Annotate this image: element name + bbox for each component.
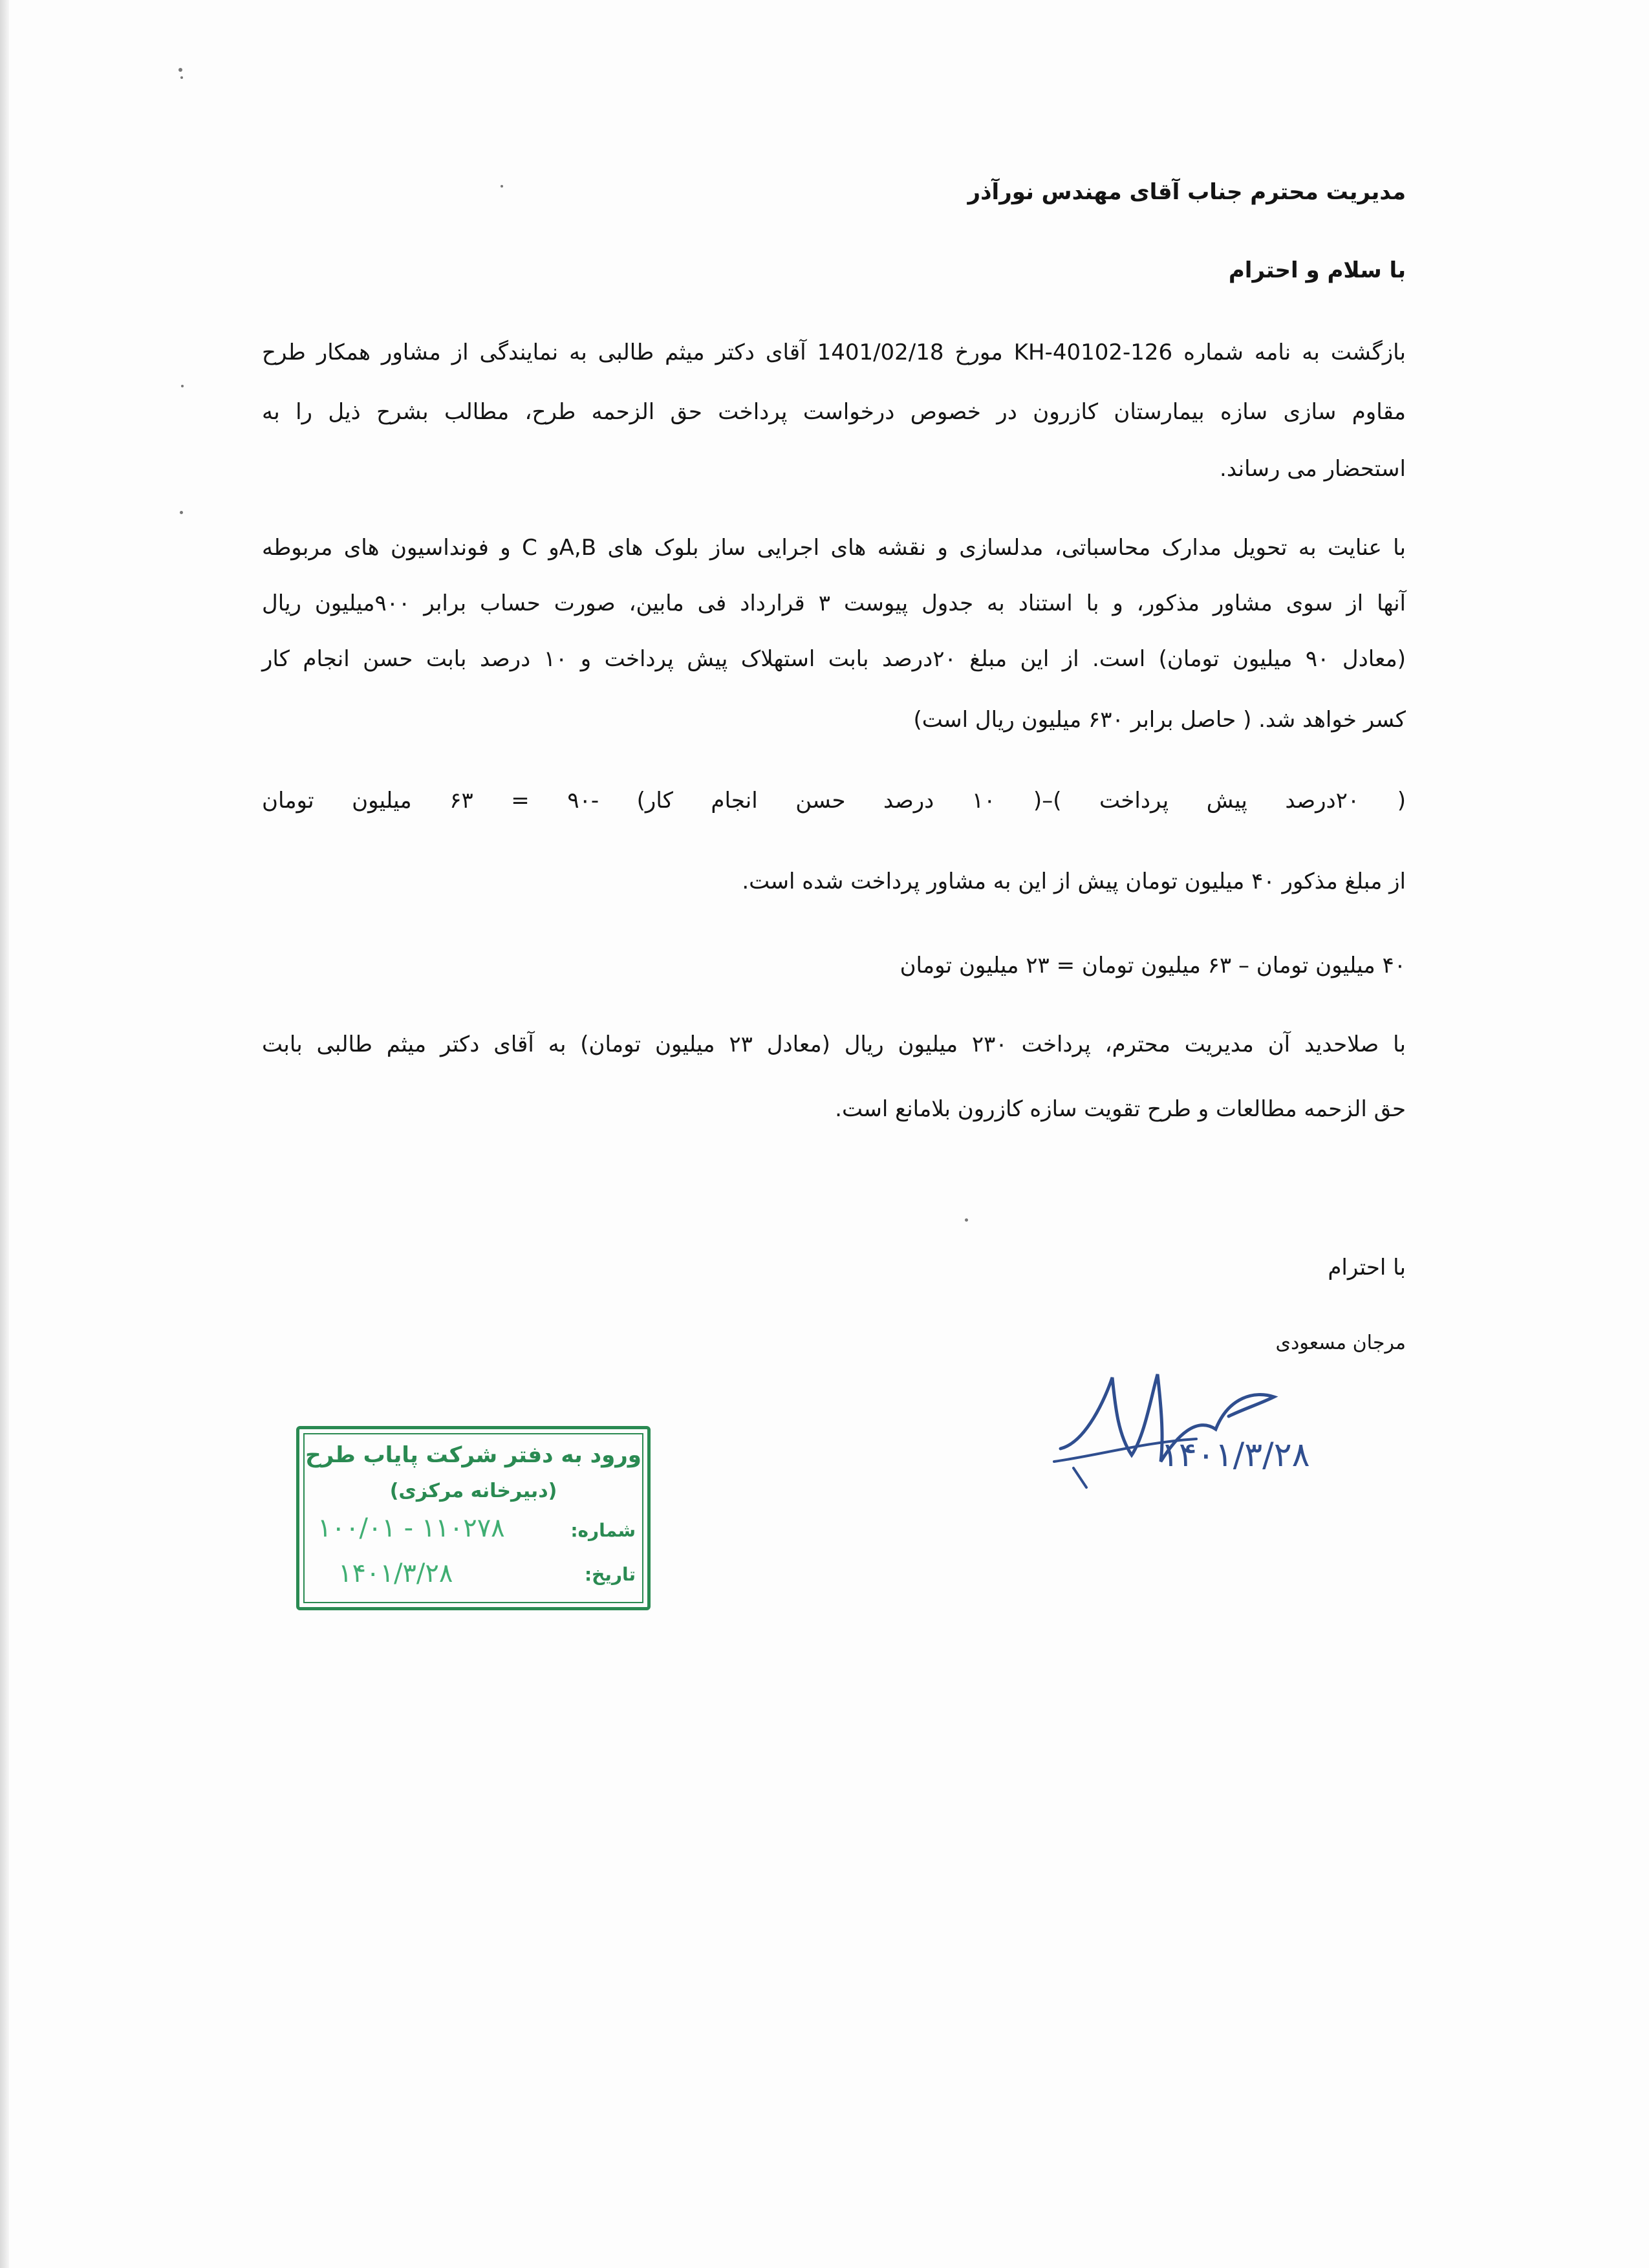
paragraph-2-line-3: (معادل ۹۰ میلیون تومان) است. از این مبلغ ۲۰درصد بابت استهلاک پیش پرداخت و ۱۰ درصد بابت حسن انجام کار <box>262 646 1406 672</box>
handwritten-date: ۱۴۰۱/۳/۲۸ <box>1161 1436 1310 1474</box>
scan-speck <box>180 511 183 514</box>
addressee-line: مدیریت محترم جناب آقای مهندس نورآذر <box>967 179 1406 205</box>
signer-name: مرجان مسعودی <box>1275 1332 1406 1354</box>
greeting-line: با سلام و احترام <box>1228 257 1406 283</box>
stamp-number-value: ۱۰۰/۰۱ - ۱۱۰۲۷۸ <box>318 1513 505 1543</box>
stamp-number-label: شماره: <box>570 1520 636 1541</box>
scan-speck <box>180 76 183 79</box>
paragraph-1-line-1: بازگشت به نامه شماره KH-40102-126 مورخ 1401/02/18 آقای دکتر میثم طالبی به نمایندگی از مشاور همکار طرح <box>262 340 1406 365</box>
paragraph-2-line-4: کسر خواهد شد. ( حاصل برابر ۶۳۰ میلیون ریال است) <box>913 707 1406 733</box>
signature-scribble-icon <box>1048 1358 1345 1500</box>
scan-speck <box>178 68 182 72</box>
calculation-line-1: ( ۲۰درصد پیش پرداخت )–( ۱۰ درصد حسن انجام کار) -۹۰ = ۶۳ میلیون تومان <box>262 788 1406 814</box>
handwritten-signature <box>1048 1358 1345 1500</box>
scan-speck <box>181 385 184 387</box>
stamp-title: ورود به دفتر شرکت پایاب طرح <box>305 1442 641 1468</box>
paragraph-2-line-1: با عنایت به تحویل مدارک محاسباتی، مدلسازی و نقشه های اجرایی ساز بلوک های A,Bو C و فونداسیون های مربوطه <box>262 535 1406 561</box>
paragraph-3-line-2: حق الزحمه مطالعات و طرح تقویت سازه کازرون بلامانع است. <box>835 1096 1406 1122</box>
stamp-date-value: ۱۴۰۱/۳/۲۸ <box>338 1559 453 1588</box>
paragraph-1-line-3: استحضار می رساند. <box>1220 456 1406 482</box>
scan-edge-shadow <box>0 0 9 2268</box>
stamp-subtitle: (دبیرخانه مرکزی) <box>389 1480 557 1502</box>
prepaid-note-line: از مبلغ مذکور ۴۰ میلیون تومان پیش از این به مشاور پرداخت شده است. <box>742 869 1406 894</box>
paragraph-2-line-2: آنها از سوی مشاور مذکور، و با استناد به جدول پیوست ۳ قرارداد فی مابین، صورت حساب برابر ۹۰۰میلیون ریال <box>262 590 1406 616</box>
paragraph-3-line-1: با صلاحدید آن مدیریت محترم، پرداخت ۲۳۰ میلیون ریال (معادل ۲۳ میلیون تومان) به آقای دکتر میثم طالبی بابت <box>262 1031 1406 1057</box>
stamp-date-label: تاریخ: <box>584 1564 636 1585</box>
calculation-line-2: ۴۰ میلیون تومان – ۶۳ میلیون تومان = ۲۳ میلیون تومان <box>900 953 1406 978</box>
reception-stamp <box>296 1426 651 1610</box>
scan-speck <box>965 1218 968 1222</box>
paragraph-1-line-2: مقاوم سازی سازه بیمارستان کازرون در خصوص درخواست پرداخت حق الزحمه طرح، مطالب بشرح ذیل را به <box>262 399 1406 425</box>
scan-speck <box>501 185 503 188</box>
closing-line: با احترام <box>1328 1255 1406 1280</box>
